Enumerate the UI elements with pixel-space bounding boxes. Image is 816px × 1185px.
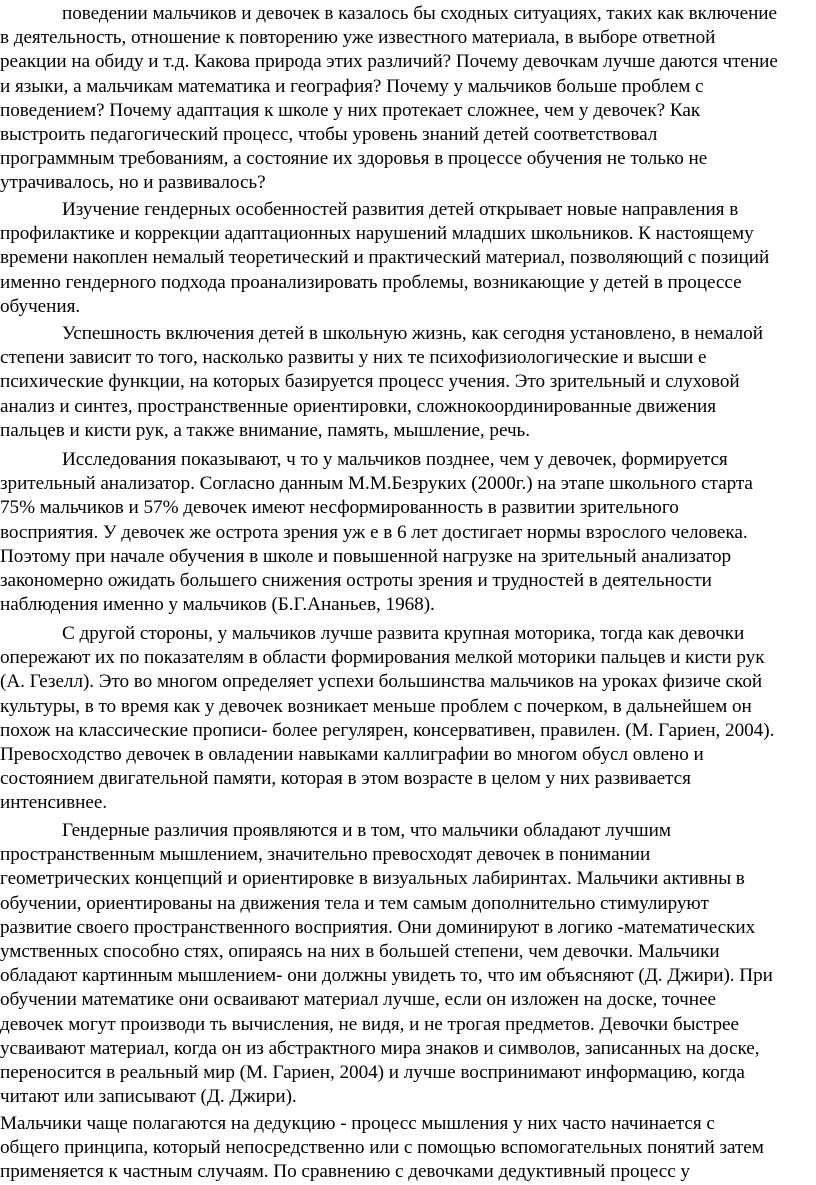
text-line: выстроить педагогический процесс, чтобы уровень знаний детей соответствовал xyxy=(0,123,658,145)
text-line: интенсивнее. xyxy=(0,792,108,814)
text-line: С другой стороны, у мальчиков лучше развита крупная моторика, тогда как девочки xyxy=(62,623,745,644)
text-line: степени зависит то того, насколько развиты у них те психофизиологические и высши е xyxy=(0,347,707,369)
text-line: (А. Гезелл). Это во многом определяет успехи большинства мальчиков на уроках физиче ской xyxy=(0,671,763,693)
text-line: Исследования показывают, ч то у мальчиков позднее, чем у девочек, формируется xyxy=(62,449,728,470)
text-line: геометрических концепций и ориентировке в визуальных лабиринтах. Мальчики активны в xyxy=(0,868,745,890)
text-line: общего принципа, который непосредственно или с помощью вспомогательных понятий затем xyxy=(0,1137,764,1159)
text-line: Успешность включения детей в школьную жизнь, как сегодня установлено, в немалой xyxy=(62,323,763,344)
text-line: обучении математике они осваивают материал лучше, если он изложен на доске, точнее xyxy=(0,989,716,1011)
text-line: программным требованиям, а состояние их здоровья в процессе обучения не только не xyxy=(0,148,708,170)
text-line: пространственным мышлением, значительно превосходят девочек в понимании xyxy=(0,844,651,866)
text-line: 75% мальчиков и 57% девочек имеют несформированность в развитии зрительного xyxy=(0,497,679,519)
text-line: поведении мальчиков и девочек в казалось бы сходных ситуациях, таких как включение xyxy=(62,3,777,24)
text-line: времени накоплен немалый теоретический и практический материал, позволяющий с позиций xyxy=(0,247,770,269)
text-line: восприятия. У девочек же острота зрения уж е в 6 лет достигает нормы взрослого человека. xyxy=(0,521,748,543)
text-line: похож на классические прописи- более регулярен, консервативен, правилен. (М. Гариен, 2004). xyxy=(0,719,775,741)
text-line: именно гендерного подхода проанализировать проблемы, возникающие у детей в процессе xyxy=(0,271,742,293)
text-line: наблюдения именно у мальчиков (Б.Г.Ананьев, 1968). xyxy=(0,594,435,616)
text-line: переносится в реальный мир (М. Гариен, 2004) и лучше воспринимают информацию, когда xyxy=(0,1061,745,1083)
text-line: в деятельность, отношение к повторению уже известного материала, в выборе ответной xyxy=(0,27,716,49)
text-line: закономерно ожидать большего снижения остроты зрения и трудностей в деятельности xyxy=(0,569,712,591)
text-line: зрительный анализатор. Согласно данным М.М.Безруких (2000г.) на этапе школьного старта xyxy=(0,473,753,495)
text-line: умственных способно стях, опираясь на них в большей степени, чем девочки. Мальчики xyxy=(0,940,720,962)
paragraph xyxy=(0,622,816,816)
text-line: развитие своего пространственного восприятия. Они доминируют в логико -математических xyxy=(0,916,756,938)
paragraph xyxy=(0,819,816,1109)
paragraph xyxy=(0,448,816,617)
text-line: Изучение гендерных особенностей развития детей открывает новые направления в xyxy=(62,199,739,220)
text-line: опережают их по показателям в области формирования мелкой моторики пальцев и кисти рук xyxy=(0,647,765,669)
paragraph xyxy=(0,198,816,319)
text-line: девочек могут производи ть вычисления, не видя, и не трогая предметов. Девочки быстрее xyxy=(0,1013,739,1035)
text-line: пальцев и кисти рук, а также внимание, память, мышление, речь. xyxy=(0,419,531,441)
text-line: применяется к частным случаям. По сравнению с девочками дедуктивный процесс у xyxy=(0,1161,690,1183)
text-line: психические функции, на которых базируется процесс учения. Это зрительный и слуховой xyxy=(0,371,740,393)
text-line: и языки, а мальчикам математика и география? Почему у мальчиков больше проблем с xyxy=(0,75,704,97)
text-line: профилактике и коррекции адаптационных нарушений младших школьников. К настоящему xyxy=(0,223,754,245)
text-line: Гендерные различия проявляются и в том, что мальчики обладают лучшим xyxy=(62,820,671,841)
text-line: поведением? Почему адаптация к школе у них протекает сложнее, чем у девочек? Как xyxy=(0,99,701,121)
text-line: культуры, в то время как у девочек возникает меньше проблем с почерком, в дальнейшем он xyxy=(0,695,752,717)
paragraph xyxy=(0,2,816,196)
text-line: усваивают материал, когда он из абстрактного мира знаков и символов, записанных на доске, xyxy=(0,1037,760,1059)
text-line: обладают картинным мышлением- они должны увидеть то, что им объясняют (Д. Джири). При xyxy=(0,965,773,987)
text-line: обучении, ориентированы на движения тела и тем самым дополнительно стимулируют xyxy=(0,892,709,914)
text-line: анализ и синтез, пространственные ориентировки, сложнокоординированные движения xyxy=(0,395,717,417)
paragraph xyxy=(0,1112,816,1185)
text-line: Мальчики чаще полагаются на дедукцию - процесс мышления у них часто начинается с xyxy=(0,1113,715,1134)
text-line: Поэтому при начале обучения в школе и повышенной нагрузке на зрительный анализатор xyxy=(0,545,732,567)
text-line: реакции на обиду и т.д. Какова природа этих различий? Почему девочкам лучше даются чтение xyxy=(0,51,778,73)
paragraph xyxy=(0,322,816,443)
text-line: утрачивалось, но и развивалось? xyxy=(0,172,266,194)
text-line: обучения. xyxy=(0,295,81,317)
text-line: Превосходство девочек в овладении навыками каллиграфии во многом обусл овлено и xyxy=(0,743,704,765)
text-line: состоянием двигательной памяти, которая в этом возрасте в целом у них развивается xyxy=(0,768,691,790)
text-line: читают или записывают (Д. Джири). xyxy=(0,1086,297,1108)
